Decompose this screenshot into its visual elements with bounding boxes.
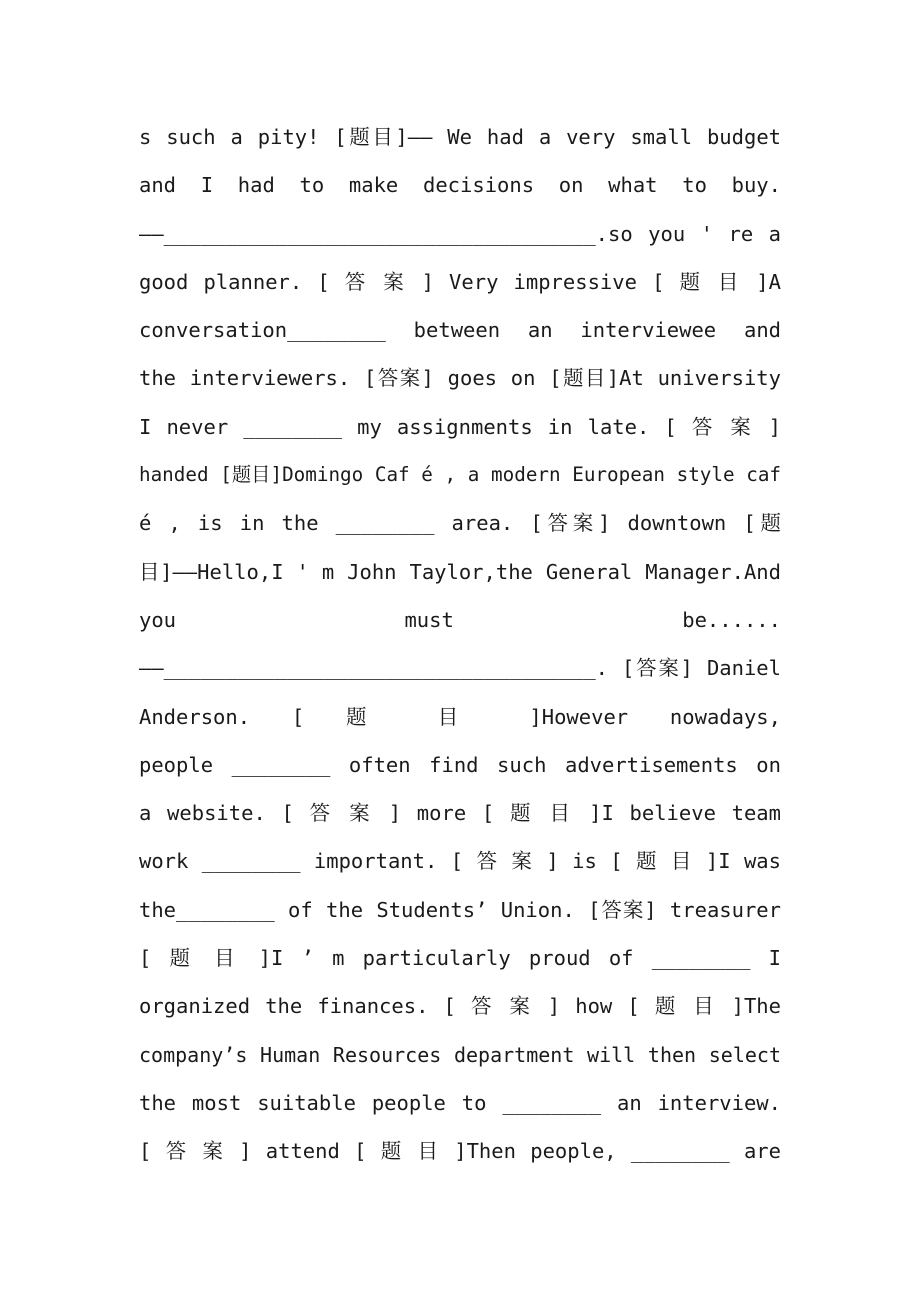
text-line-18: [ 题 目 ]I ’ m particularly proud of ________ I [139, 946, 781, 971]
text-line-6: the interviewers. [答案] goes on [题目]At university [139, 366, 781, 391]
text-line-11: you must be...... [139, 607, 781, 632]
text-line-15: a website. [ 答 案 ] more [ 题 目 ]I believe team [139, 801, 781, 826]
text-line-21: the most suitable people to ________ an interview. [139, 1090, 781, 1115]
text-line-10: 目]——Hello,I ' m John Taylor,the General Manager.And [139, 559, 781, 584]
text-line-20: company’s Human Resources department will then select [139, 1042, 781, 1067]
text-line-17: the________ of the Students’ Union. [答案] treasurer [139, 897, 781, 922]
text-line-19: organized the finances. [ 答 案 ] how [ 题 目 ]The [139, 994, 781, 1019]
text-line-12: ——___________________________________. [答案] Daniel [139, 656, 781, 681]
text-line-9: é , is in the ________ area. [答案] downtown [题 [139, 511, 781, 536]
text-line-22: [ 答 案 ] attend [ 题 目 ]Then people, ________ are [139, 1139, 781, 1164]
text-line-14: people ________ often find such advertisements on [139, 752, 781, 777]
document-body [139, 113, 781, 1176]
text-line-4: good planner. [ 答 案 ] Very impressive [ 题 目 ]A [139, 269, 781, 294]
text-line-16: work ________ important. [ 答 案 ] is [ 题 目 ]I was [139, 849, 781, 874]
text-line-3: ——___________________________________.so you ' re a [139, 221, 781, 246]
text-line-2: and I had to make decisions on what to buy. [139, 173, 781, 198]
text-line-1: s such a pity! [题目]—— We had a very small budget [139, 125, 781, 149]
text-line-7: I never ________ my assignments in late. [ 答 案 ] [139, 414, 781, 439]
text-line-5: conversation________ between an interviewee and [139, 318, 781, 343]
text-line-13: Anderson. [ 题 目 ]However nowadays, [139, 704, 781, 729]
text-line-8: handed [题目]Domingo Caf é , a modern European style caf [139, 463, 781, 487]
